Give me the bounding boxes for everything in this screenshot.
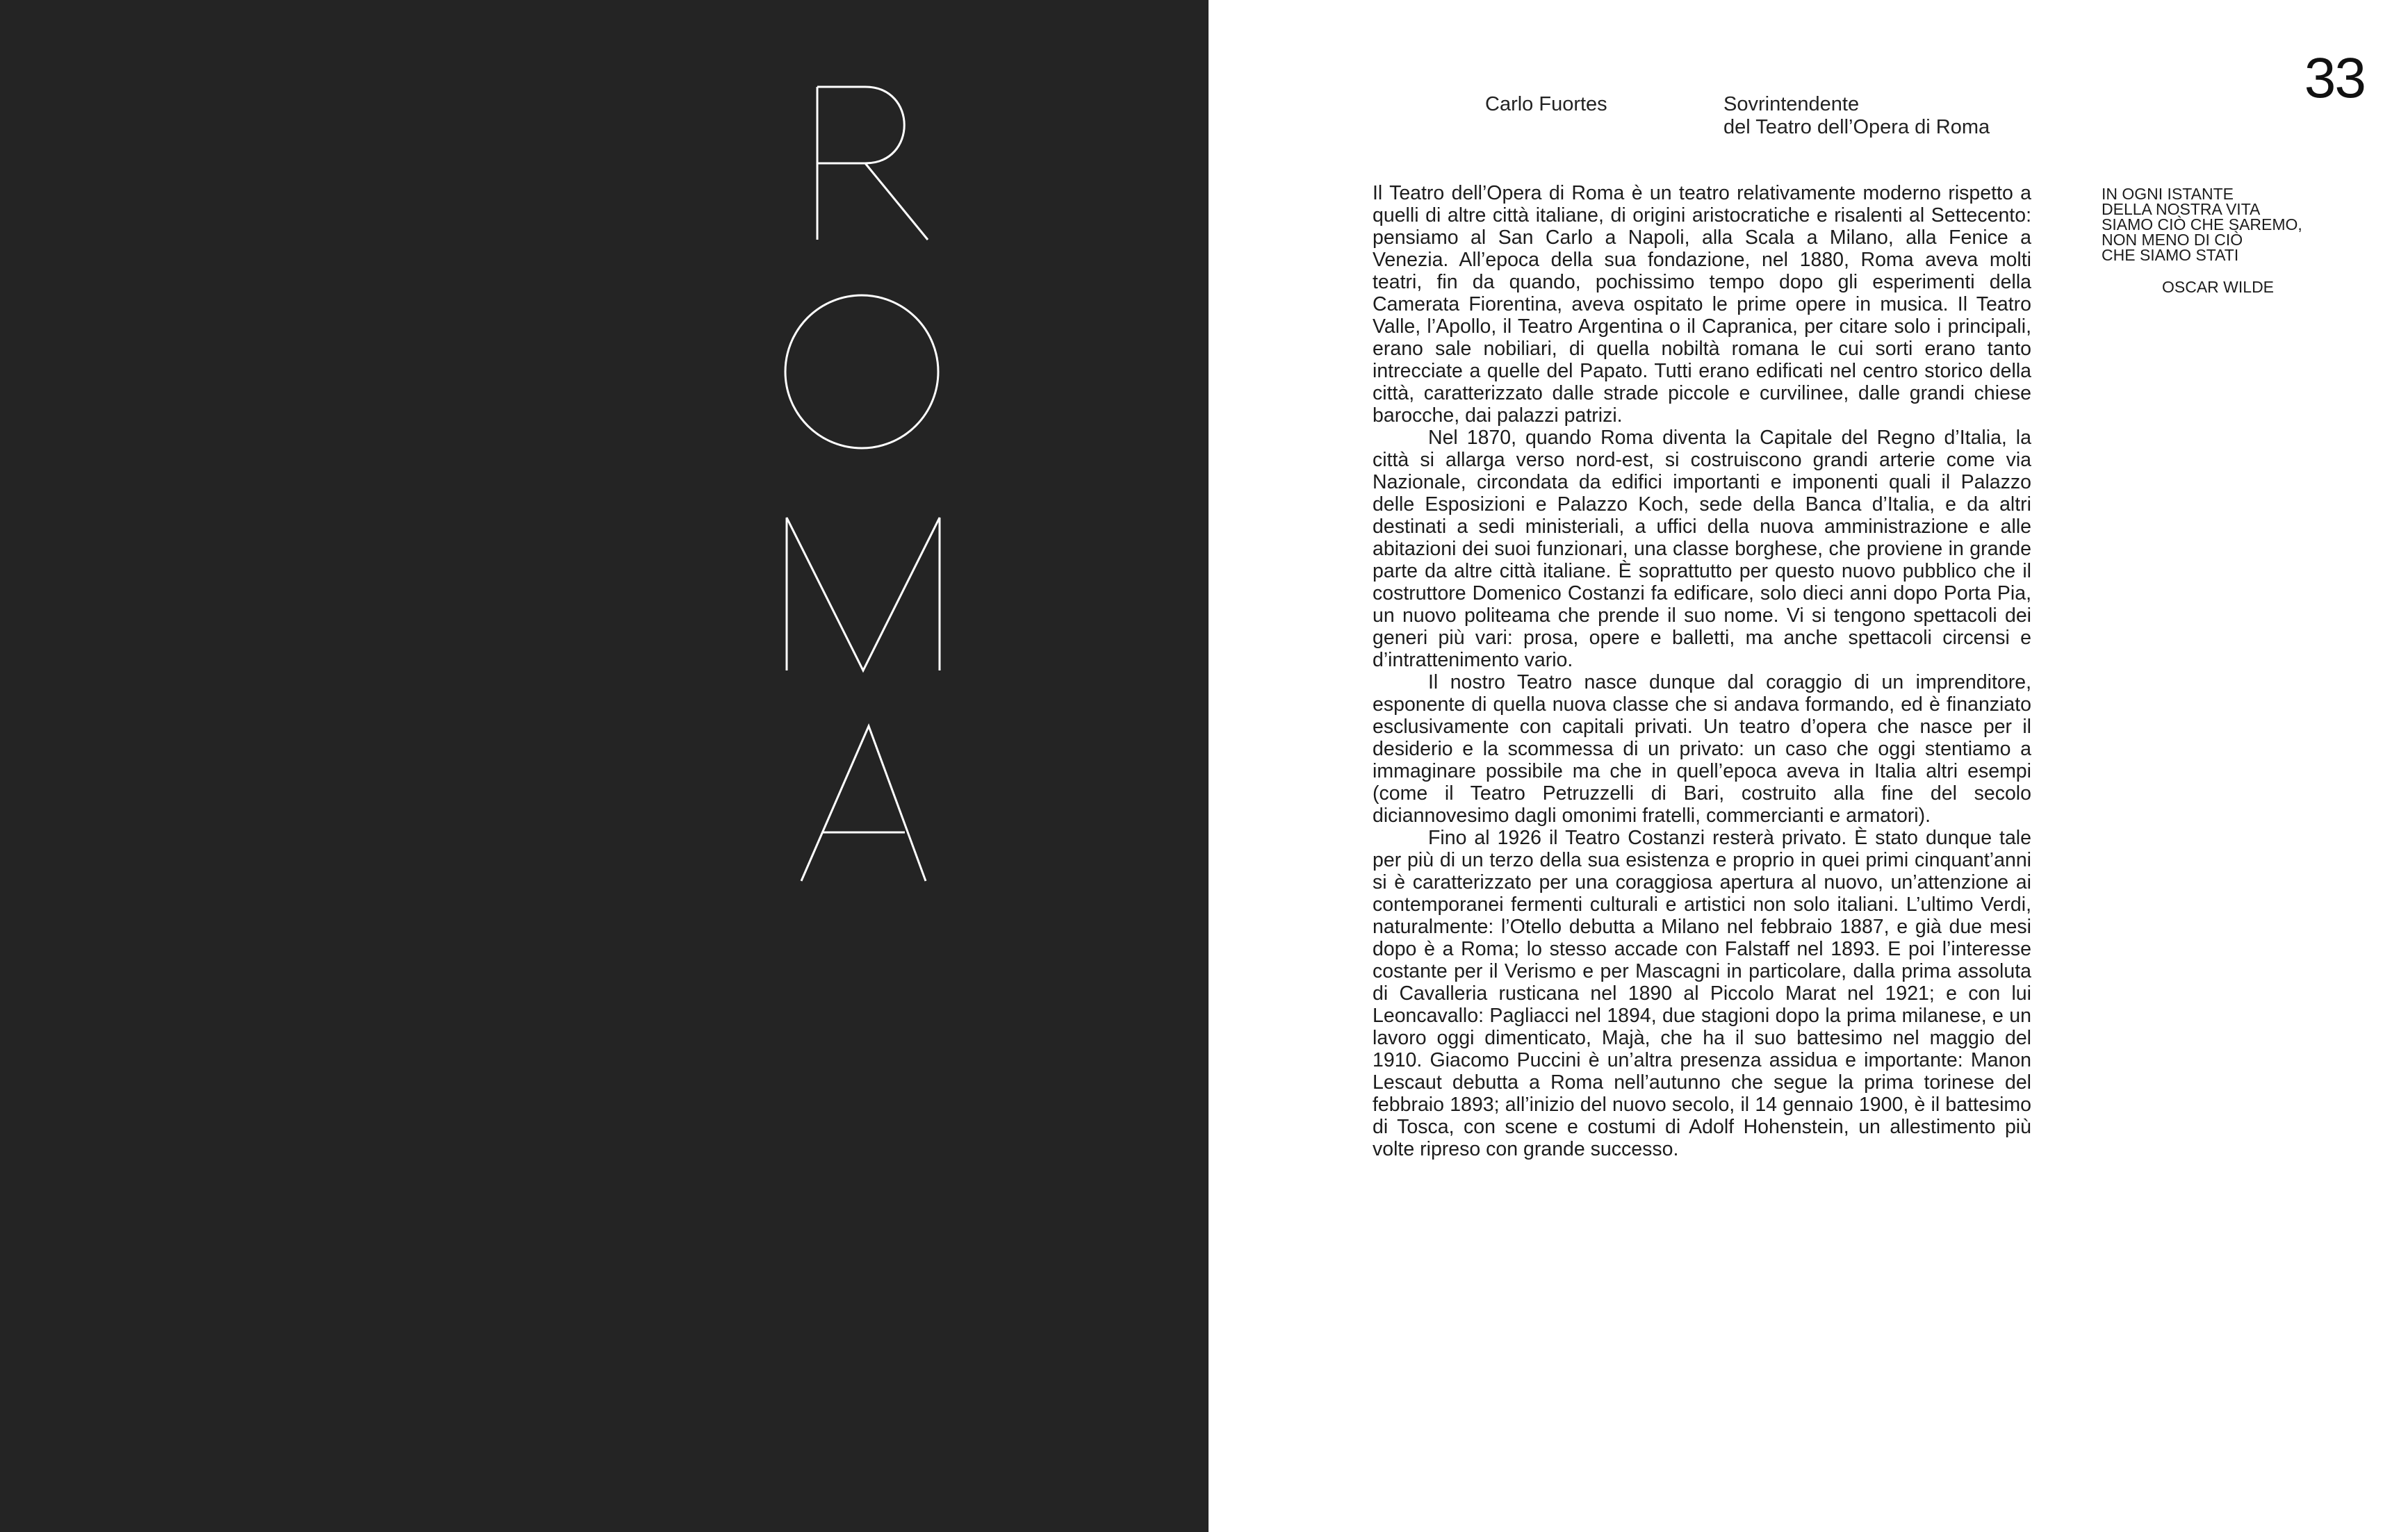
title-letter-a <box>801 726 926 881</box>
title-letter-r <box>817 87 928 240</box>
quote-line: DELLA NOSTRA VITA <box>2102 200 2261 218</box>
quote-line: NON MENO DI CIÒ <box>2102 231 2243 249</box>
title-letter-m <box>787 518 940 670</box>
quote-author: OSCAR WILDE <box>2162 278 2275 296</box>
title-letter-o <box>785 295 938 448</box>
quote-line: CHE SIAMO STATI <box>2102 246 2239 264</box>
paragraph: Nel 1870, quando Roma diventa la Capitale del Regno d’Italia, la città si allarga verso nord-est, si costruiscono grandi arterie come via Nazionale, circondata da edifici importanti e imponenti quali il Palazzo delle Esposizioni e Palazzo Koch, sede della Banca d’Italia, e da altri destinati a sedi ministeriali, a uffici della nuova amministrazione e alle abitazioni dei suoi funzionari, una classe borghese, che proviene in grande parte da altre città italiane. È soprattutto per questo nuovo pubblico che il costruttore Domenico Costanzi fa edificare, solo dieci anni dopo Porta Pia, un nuovo politeama che prende il suo nome. Vi si tengono spettacoli dei generi più vari: prosa, opere e balletti, ma anche spettacoli circensi e d’intrattenimento vario. <box>1373 427 2031 671</box>
paragraph: Il nostro Teatro nasce dunque dal coraggio di un imprenditore, esponente di quella nuova classe che si andava formando, ed è finanziato esclusivamente con capitali privati. Un teatro d’opera che nasce per il desiderio e la scommessa di un privato: un caso che oggi stentiamo a immaginare possibile ma che in quell’epoca aveva in Italia altri esempi (come il Teatro Petruzzelli di Bari, costruito alla fine del secolo diciannovesimo dagli omonimi fratelli, commercianti e armatori). <box>1373 671 2031 827</box>
quote-line: SIAMO CIÒ CHE SAREMO, <box>2102 215 2302 233</box>
right-page <box>1209 0 2408 1532</box>
author-role <box>1723 93 1990 139</box>
epigraph-quote <box>2102 186 2324 263</box>
author-name: Carlo Fuortes <box>1485 93 1607 115</box>
article-body <box>1373 182 2031 1160</box>
paragraph: Il Teatro dell’Opera di Roma è un teatro relativamente moderno rispetto a quelli di altre città italiane, di origini aristocratiche e risalenti al Settecento: pensiamo al San Carlo a Napoli, alla Scala a Milano, alla Fenice a Venezia. All’epoca della sua fondazione, nel 1880, Roma aveva molti teatri, fin da quando, pochissimo tempo dopo gli esperimenti della Camerata Fiorentina, aveva ospitato le prime opere in musica. Il Teatro Valle, l’Apollo, il Teatro Argentina o il Capranica, per citare solo i principali, erano sale nobiliari, di quella nobiltà romana le cui sorti erano tanto intrecciate a quelle del Papato. Tutti erano edificati nel centro storico della città, caratterizzato dalle strade piccole e curvilinee, dalle grandi chiese barocche, dai palazzi patrizi. <box>1373 182 2031 427</box>
quote-line: IN OGNI ISTANTE <box>2102 185 2234 203</box>
role-line: del Teatro dell’Opera di Roma <box>1723 116 1990 138</box>
role-line: Sovrintendente <box>1723 93 1860 115</box>
paragraph: Fino al 1926 il Teatro Costanzi resterà privato. È stato dunque tale per più di un terzo della sua esistenza e proprio in quei primi cinquant’anni si è caratterizzato per una coraggiosa apertura al nuovo, un’attenzione ai contemporanei fermenti culturali e artistici non solo italiani. L’ultimo Verdi, naturalmente: l’Otello debutta a Milano nel febbraio 1887, e già due mesi dopo è a Roma; lo stesso accade con Falstaff nel 1893. E poi l’interesse costante per il Verismo e per Mascagni in particolare, dalla prima assoluta di Cavalleria rusticana nel 1890 al Piccolo Marat nel 1921; e con lui Leoncavallo: Pagliacci nel 1894, due stagioni dopo la prima milanese, e un lavoro oggi dimenticato, Majà, che ha il suo battesimo nel maggio del 1910. Giacomo Puccini è un’altra presenza assidua e importante: Manon Lescaut debutta a Roma nell’autunno che segue la prima torinese del febbraio 1893; all’inizio del nuovo secolo, il 14 gennaio 1900, è il battesimo di Tosca, con scene e costumi di Adolf Hohenstein, un allestimento più volte ripreso con grande successo. <box>1373 827 2031 1160</box>
roma-title <box>778 76 959 889</box>
page-number: 33 <box>2304 47 2365 110</box>
